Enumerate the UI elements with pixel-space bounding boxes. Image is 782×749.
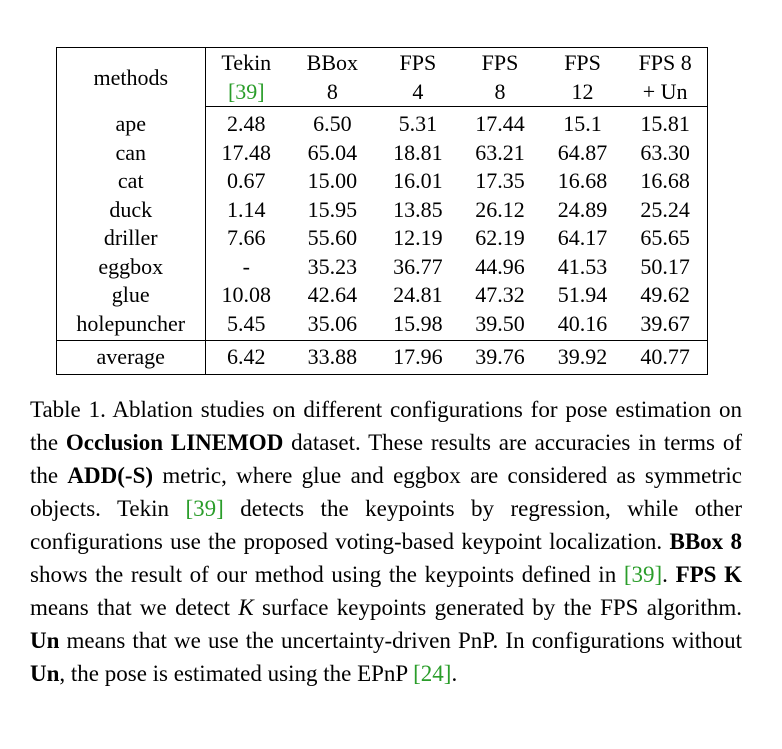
table-cell: 0.67 bbox=[227, 168, 266, 193]
config-name: BBox 8 bbox=[669, 529, 742, 554]
config-name: Un bbox=[30, 628, 60, 653]
table-cell: 17.35 bbox=[475, 168, 525, 193]
caption-text: metric, where glue and eggbox are considered as symmetric objects. Tekin bbox=[30, 463, 742, 521]
table-cell: 15.81 bbox=[640, 111, 690, 136]
table-cell: 17.48 bbox=[221, 139, 272, 165]
col-header-tekin: Tekin bbox=[221, 50, 272, 75]
config-name: Un bbox=[30, 661, 60, 686]
table-row bbox=[57, 253, 708, 282]
table-row bbox=[57, 224, 708, 253]
table-row bbox=[57, 196, 708, 225]
table-cell: 39.76 bbox=[475, 344, 525, 369]
average-row bbox=[57, 341, 708, 375]
table-cell: 1.14 bbox=[227, 196, 266, 222]
table-cell: 24.89 bbox=[557, 196, 608, 222]
config-name: FPS K bbox=[675, 562, 743, 587]
row-name: driller bbox=[57, 224, 206, 253]
table-cell: 7.66 bbox=[227, 225, 266, 250]
row-name: eggbox bbox=[57, 253, 206, 282]
table-cell: 25.24 bbox=[640, 196, 690, 222]
table-cell: 39.67 bbox=[623, 310, 707, 341]
table-cell: 15.95 bbox=[307, 196, 358, 222]
table-cell: 62.19 bbox=[475, 225, 525, 250]
table-cell: 64.17 bbox=[557, 225, 608, 250]
table-cell: 35.23 bbox=[307, 253, 358, 279]
col-header-bbox8: BBox bbox=[306, 50, 359, 75]
caption-text: , the pose is estimated using the EPnP bbox=[59, 661, 414, 686]
col-header-fps8: FPS bbox=[481, 50, 519, 75]
table-cell: - bbox=[242, 253, 250, 279]
table-cell: 2.48 bbox=[227, 111, 266, 136]
table-row bbox=[57, 107, 708, 139]
col-subheader-fps8: 8 bbox=[458, 78, 542, 107]
table-cell: 18.81 bbox=[393, 139, 443, 165]
caption-text: surface keypoints generated by the FPS algorithm. bbox=[253, 595, 742, 620]
table-cell: 35.06 bbox=[287, 310, 378, 341]
methods-header: methods bbox=[57, 48, 206, 107]
table-cell: 17.96 bbox=[393, 344, 443, 369]
table-cell: 15.1 bbox=[563, 111, 602, 136]
table-cell: 33.88 bbox=[307, 344, 358, 369]
row-name: ape bbox=[57, 107, 206, 139]
table-cell: 63.30 bbox=[640, 139, 690, 165]
metric-name: ADD(-S) bbox=[67, 463, 154, 488]
col-subheader-bbox8: 8 bbox=[287, 78, 378, 107]
row-name: average bbox=[57, 341, 206, 375]
table-caption bbox=[30, 393, 742, 690]
table-cell: 10.08 bbox=[221, 282, 272, 307]
caption-text: means that we use the uncertainty-driven PnP. In configurations without bbox=[59, 628, 742, 653]
citation-link[interactable]: [24] bbox=[413, 661, 452, 686]
table-cell: 24.81 bbox=[393, 282, 443, 307]
col-subheader-fps4: 4 bbox=[378, 78, 459, 107]
col-header-fps8-un: FPS 8 bbox=[638, 50, 692, 75]
row-name: glue bbox=[57, 281, 206, 310]
table-cell: 12.19 bbox=[393, 225, 443, 250]
table-cell: 5.31 bbox=[398, 111, 438, 136]
citation-link[interactable]: [39] bbox=[185, 496, 224, 521]
row-name: cat bbox=[57, 167, 206, 196]
table-cell: 51.94 bbox=[557, 282, 608, 307]
col-header-fps12: FPS bbox=[564, 50, 601, 75]
citation-link[interactable]: [39] bbox=[623, 562, 663, 587]
col-subheader-tekin-cite[interactable]: [39] bbox=[205, 78, 287, 107]
table-body bbox=[57, 107, 708, 341]
caption-text: . bbox=[451, 661, 458, 686]
table-row bbox=[57, 167, 708, 196]
table-row bbox=[57, 281, 708, 310]
dataset-name: Occlusion LINEMOD bbox=[65, 430, 284, 455]
table-cell: 64.87 bbox=[557, 139, 608, 165]
table-cell: 6.50 bbox=[313, 111, 352, 136]
math-variable: K bbox=[238, 595, 254, 620]
table-cell: 15.98 bbox=[378, 310, 459, 341]
caption-text: shows the result of our method using the keypoints defined in bbox=[30, 562, 624, 587]
table-cell: 13.85 bbox=[393, 196, 443, 222]
table-cell: 55.60 bbox=[307, 225, 358, 250]
table-cell: 15.00 bbox=[307, 168, 358, 193]
caption-text: . bbox=[662, 562, 676, 587]
col-subheader-fps8-un: + Un bbox=[623, 78, 707, 107]
table-row bbox=[57, 139, 708, 168]
caption-text: detects the keypoints by regression, while other configurations use the proposed voting-based keypoint localization. bbox=[30, 496, 743, 554]
row-name: holepuncher bbox=[57, 310, 206, 341]
row-name: can bbox=[57, 139, 206, 168]
table-cell: 63.21 bbox=[475, 139, 525, 165]
table-cell: 16.68 bbox=[640, 168, 690, 193]
table-cell: 6.42 bbox=[227, 344, 266, 369]
table-cell: 47.32 bbox=[475, 282, 525, 307]
caption-text: means that we detect bbox=[30, 595, 239, 620]
row-name: duck bbox=[57, 196, 206, 225]
table-cell: 16.01 bbox=[393, 168, 443, 193]
table-cell: 39.92 bbox=[557, 344, 608, 369]
table-cell: 50.17 bbox=[640, 253, 690, 279]
table-cell: 41.53 bbox=[557, 253, 608, 279]
table-cell: 17.44 bbox=[475, 111, 525, 136]
table-cell: 39.50 bbox=[458, 310, 542, 341]
table-cell: 65.04 bbox=[307, 139, 358, 165]
table-cell: 65.65 bbox=[640, 225, 690, 250]
col-subheader-fps12: 12 bbox=[542, 78, 624, 107]
table-row bbox=[57, 310, 708, 341]
table-cell: 42.64 bbox=[307, 282, 358, 307]
table-cell: 26.12 bbox=[475, 196, 525, 222]
col-header-fps4: FPS bbox=[399, 50, 437, 75]
table-cell: 49.62 bbox=[640, 282, 690, 307]
table-cell: 40.77 bbox=[640, 344, 690, 369]
table-cell: 44.96 bbox=[475, 253, 525, 279]
table-cell: 36.77 bbox=[393, 253, 443, 279]
results-table bbox=[56, 47, 708, 375]
table-cell: 5.45 bbox=[205, 310, 287, 341]
table-cell: 16.68 bbox=[557, 168, 608, 193]
caption-text: Table 1. Ablation studies on different configurations for pose estimation on the bbox=[30, 397, 742, 455]
table-cell: 40.16 bbox=[542, 310, 624, 341]
caption-text: dataset. These results are accuracies in terms of the bbox=[30, 430, 742, 488]
